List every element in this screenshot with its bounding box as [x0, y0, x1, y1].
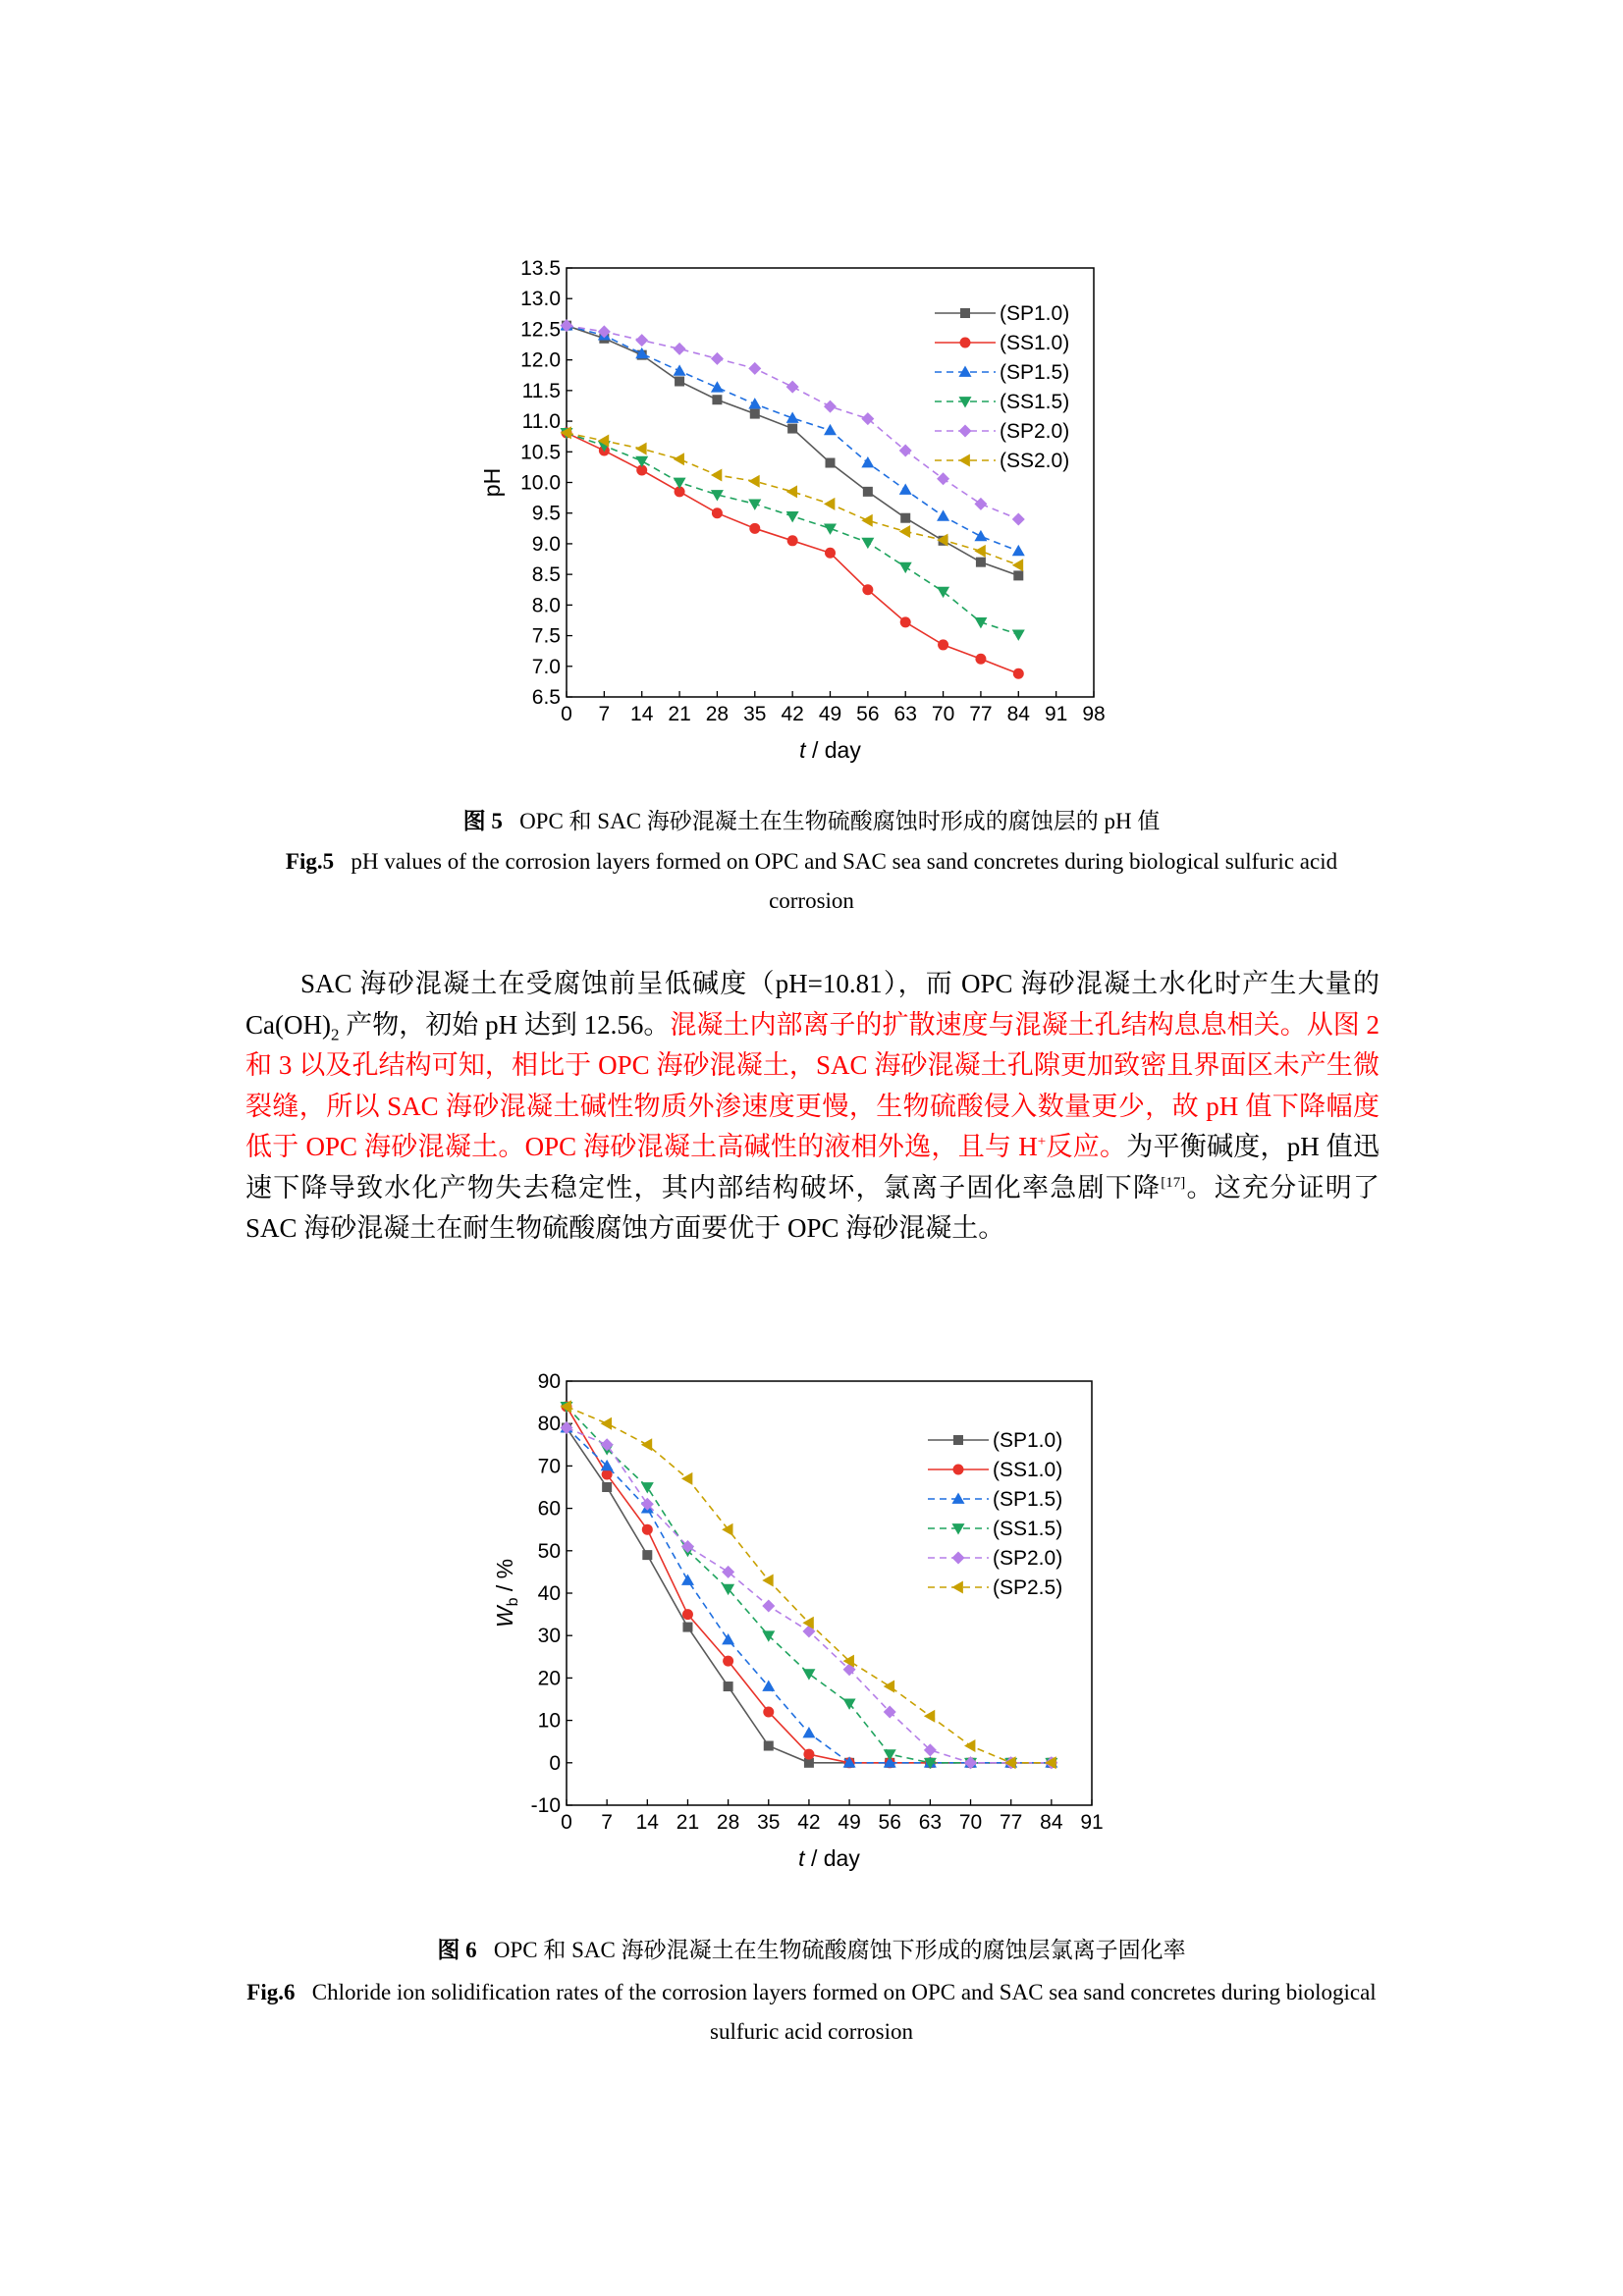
legend-marker [960, 338, 971, 348]
data-point [675, 376, 684, 386]
data-point [762, 1575, 773, 1587]
legend-marker [953, 1435, 963, 1445]
series-sp1-5 [561, 1421, 1058, 1768]
data-point [937, 472, 949, 485]
data-point [824, 424, 837, 435]
y-tick-label: 11.5 [521, 379, 561, 402]
y-tick-label: 9.0 [531, 532, 561, 556]
x-tick-label: 14 [635, 1811, 659, 1834]
series-line [567, 433, 1018, 634]
y-axis-label: $W_b$ / % [492, 1558, 521, 1629]
data-point [824, 498, 835, 510]
x-tick-label: 91 [1044, 703, 1068, 725]
data-point [748, 398, 761, 408]
data-point [787, 535, 798, 546]
figure5-chart [471, 250, 1159, 805]
data-point [764, 1741, 774, 1751]
data-point [861, 538, 874, 549]
data-point [938, 639, 948, 650]
series-sp2-5 [561, 1400, 1056, 1769]
figure5-caption-en [245, 842, 1378, 921]
legend-marker [952, 1552, 965, 1565]
para-ref: [17] [1161, 1174, 1186, 1191]
x-axis-label: t / day [798, 1845, 860, 1871]
x-tick-label: 63 [893, 703, 917, 725]
figure6-caption-en-text: Chloride ion solidification rates of the corrosion layers formed on OPC and SAC sea sand concretes during biological sulfuric acid corrosion [311, 1980, 1377, 2044]
legend-marker [952, 1523, 965, 1534]
series-ss1-5 [561, 428, 1025, 641]
legend-label: (SS1.0) [993, 1459, 1063, 1481]
data-point [711, 381, 724, 392]
legend-label: (SP1.0) [1000, 302, 1070, 325]
data-point [803, 1749, 814, 1760]
y-axis-label: pH [479, 467, 505, 498]
legend-marker [953, 1465, 964, 1475]
para-red1: 混凝土内部离子的扩散速度与混凝土孔结构息息相关。从图 2 和 3 以及孔结构可知，相比于 OPC 海砂混凝土，SAC 海砂混凝土孔隙更加致密且界面区未产生微裂缝，所以 SAC 海砂混凝土碱性物质外渗速度更慢，生物硫酸侵入数量更少，故 pH 值下降幅度低于 OPC 海砂混凝土。OPC 海砂混凝土高碱性的液相外逸，且与 H [245, 1009, 1380, 1161]
legend-marker [959, 425, 972, 438]
series-ss1-5 [561, 1402, 1058, 1769]
data-point [712, 395, 722, 404]
legend-label: (SP2.5) [993, 1576, 1063, 1599]
data-point [937, 509, 949, 520]
x-tick-label: 49 [838, 1811, 861, 1834]
y-tick-label: 12.5 [520, 318, 561, 342]
data-point [976, 558, 986, 567]
legend-label: (SP2.0) [993, 1547, 1063, 1570]
series-sp2-0 [561, 1421, 1058, 1769]
y-tick-label: 10.0 [520, 471, 561, 495]
x-tick-label: 77 [1000, 1811, 1023, 1834]
data-point [601, 1438, 614, 1451]
x-tick-label: 21 [676, 1811, 700, 1834]
data-point [722, 1633, 734, 1644]
data-point [899, 483, 912, 494]
y-tick-label: 13.5 [520, 257, 561, 280]
data-point [824, 523, 837, 534]
legend-marker [952, 1581, 963, 1594]
y-tick-label: 40 [537, 1582, 561, 1605]
y-tick-label: 9.5 [531, 502, 561, 525]
data-point [762, 1630, 775, 1641]
data-point [899, 525, 910, 538]
para-s1: SAC 海砂混凝土在受腐蚀前呈低碱度（pH=10.81），而 OPC 海砂混凝土水化时产生大量的 Ca(OH) [245, 969, 1380, 1040]
data-point [748, 362, 761, 375]
data-point [601, 1417, 612, 1430]
data-point [722, 1523, 732, 1536]
para-s3: 为平衡碱度，pH 值迅速下降导致水化产物失去稳定性，其内部结构破坏，氯离子固化率急剧下降 [245, 1132, 1380, 1202]
y-tick-label: 10.5 [520, 441, 561, 464]
legend-label: (SP1.5) [993, 1488, 1063, 1511]
data-point [824, 400, 837, 413]
y-tick-label: 0 [549, 1751, 561, 1775]
figure5-caption-cn [245, 803, 1378, 835]
figure6-caption-cn-text: OPC 和 SAC 海砂混凝土在生物硫酸腐蚀下形成的腐蚀层氯离子固化率 [493, 1938, 1186, 1962]
data-point [786, 511, 799, 522]
data-point [900, 616, 911, 627]
x-tick-label: 7 [601, 1811, 613, 1834]
y-tick-label: 8.5 [531, 563, 561, 587]
series-line [567, 1428, 1052, 1763]
data-point [826, 458, 836, 468]
data-point [802, 1727, 815, 1737]
x-tick-label: 70 [958, 1811, 983, 1834]
series-ss1-0 [562, 427, 1024, 678]
data-point [787, 424, 797, 434]
legend-label: (SP1.5) [1000, 361, 1070, 384]
y-tick-label: 90 [537, 1370, 561, 1393]
data-point [786, 381, 799, 394]
series-line [567, 1407, 1052, 1763]
figure6-label-cn: 图 6 [437, 1938, 477, 1962]
y-tick-label: 7.0 [531, 655, 561, 678]
legend-label: (SS1.5) [993, 1518, 1063, 1540]
x-tick-label: 0 [561, 703, 572, 725]
data-point [1013, 570, 1023, 580]
data-point [711, 352, 724, 365]
y-tick-label: 8.0 [531, 594, 561, 617]
data-point [974, 545, 985, 558]
data-point [861, 514, 872, 527]
x-tick-label: 35 [743, 703, 767, 725]
y-tick-label: 80 [537, 1413, 561, 1436]
y-tick-label: 50 [537, 1539, 561, 1563]
x-tick-label: 63 [918, 1811, 943, 1834]
data-point [674, 343, 686, 355]
data-point [974, 498, 987, 510]
data-point [1012, 545, 1025, 556]
data-point [681, 1575, 694, 1585]
data-point [748, 475, 759, 488]
data-point [712, 507, 723, 518]
series-sp1-0 [562, 1423, 1056, 1768]
para-red2: 反应。 [1046, 1132, 1127, 1161]
data-point [642, 1550, 652, 1560]
data-point [964, 1739, 975, 1752]
data-point [900, 513, 910, 523]
y-tick-label: 7.5 [531, 624, 561, 648]
legend-label: (SP1.0) [993, 1429, 1063, 1452]
data-point [863, 487, 873, 497]
x-tick-label: 42 [781, 703, 804, 725]
data-point [862, 584, 873, 595]
para-s1-sub: 2 [330, 1024, 340, 1043]
data-point [635, 334, 648, 347]
x-tick-label: 49 [818, 703, 842, 725]
data-point [802, 1669, 815, 1680]
y-tick-label: 13.0 [520, 288, 561, 311]
y-tick-label: 60 [537, 1497, 561, 1521]
y-tick-label: -10 [530, 1794, 561, 1817]
legend-label: (SS2.0) [1000, 450, 1070, 472]
data-point [674, 478, 686, 489]
x-tick-label: 70 [931, 703, 955, 725]
para-s4: 。这充分证明了 SAC 海砂混凝土在耐生物硫酸腐蚀方面要优于 OPC 海砂混凝土。 [245, 1172, 1380, 1243]
data-point [1013, 668, 1024, 679]
data-point [1012, 512, 1025, 525]
legend-marker [952, 1493, 965, 1504]
x-tick-label: 21 [668, 703, 691, 725]
data-point [899, 562, 912, 573]
x-tick-label: 7 [598, 703, 611, 725]
figure5-caption-cn-text: OPC 和 SAC 海砂混凝土在生物硫酸腐蚀时形成的腐蚀层的 pH 值 [519, 809, 1161, 833]
legend-marker [960, 308, 970, 318]
x-tick-label: 84 [1006, 703, 1030, 725]
data-point [723, 1656, 733, 1667]
data-point [641, 1482, 654, 1493]
data-point [975, 654, 986, 665]
x-tick-label: 98 [1082, 703, 1106, 725]
data-point [642, 1524, 653, 1535]
y-tick-label: 11.0 [521, 410, 561, 434]
data-point [786, 411, 799, 422]
data-point [682, 1623, 692, 1632]
data-point [884, 1681, 894, 1693]
data-point [762, 1599, 775, 1612]
figure5-caption-en-text: pH values of the corrosion layers formed on OPC and SAC sea sand concretes during biological sulfuric acid corrosion [351, 849, 1338, 913]
data-point [1012, 559, 1023, 571]
x-tick-label: 42 [797, 1811, 821, 1834]
x-tick-label: 0 [561, 1811, 572, 1834]
data-point [937, 587, 949, 598]
data-point [724, 1682, 733, 1691]
y-tick-label: 6.5 [531, 686, 561, 709]
legend-marker [959, 366, 972, 377]
data-point [711, 469, 722, 482]
data-point [786, 485, 797, 498]
data-point [861, 456, 874, 467]
figure6-caption-cn [245, 1932, 1378, 1964]
figure5-label-cn: 图 5 [462, 809, 503, 833]
x-tick-label: 28 [716, 1811, 740, 1834]
x-tick-label: 91 [1080, 1811, 1104, 1834]
data-point [635, 456, 648, 467]
x-tick-label: 14 [630, 703, 654, 725]
data-point [682, 1609, 693, 1620]
x-tick-label: 84 [1040, 1811, 1063, 1834]
data-point [641, 1438, 652, 1451]
series-ss2-0 [561, 426, 1024, 571]
x-axis-label: t / day [799, 737, 861, 763]
figure6-chart [471, 1360, 1159, 1914]
legend-label: (SP2.0) [1000, 420, 1070, 443]
data-point [749, 523, 760, 534]
data-point [750, 409, 760, 419]
x-tick-label: 56 [856, 703, 880, 725]
y-tick-label: 12.0 [520, 348, 561, 372]
x-tick-label: 28 [705, 703, 730, 725]
data-point [924, 1710, 935, 1723]
data-point [825, 548, 836, 559]
y-tick-label: 10 [537, 1709, 561, 1733]
legend-marker [959, 454, 970, 467]
data-point [763, 1706, 774, 1717]
x-tick-label: 56 [878, 1811, 901, 1834]
series-ss1-0 [562, 1401, 1057, 1768]
para-red1-sup: + [1037, 1134, 1047, 1149]
y-tick-label: 70 [537, 1455, 561, 1478]
data-point [674, 453, 684, 465]
series-line [567, 1428, 1052, 1763]
x-tick-label: 77 [969, 703, 993, 725]
legend-marker [959, 397, 972, 407]
figure6-caption-en [245, 1973, 1378, 2052]
legend-label: (SS1.5) [1000, 391, 1070, 413]
data-point [674, 364, 686, 375]
figure6-label-en: Fig.6 [246, 1980, 296, 2004]
series-line [567, 1407, 1052, 1763]
y-tick-label: 20 [537, 1667, 561, 1690]
body-paragraph [245, 964, 1380, 1250]
series-line [567, 433, 1018, 673]
data-point [635, 443, 646, 455]
figure5-label-en: Fig.5 [285, 849, 335, 874]
data-point [974, 530, 987, 541]
x-tick-label: 35 [757, 1811, 781, 1834]
series-line [567, 1407, 1052, 1763]
data-point [1012, 629, 1025, 640]
legend-label: (SS1.0) [1000, 332, 1070, 354]
para-s2: 产物，初始 pH 达到 12.56。 [339, 1009, 671, 1040]
y-tick-label: 30 [537, 1625, 561, 1648]
figure5-chart-svg [471, 250, 1159, 800]
series-line [567, 1428, 1052, 1763]
data-point [602, 1482, 612, 1492]
figure6-chart-svg [471, 1360, 1159, 1909]
